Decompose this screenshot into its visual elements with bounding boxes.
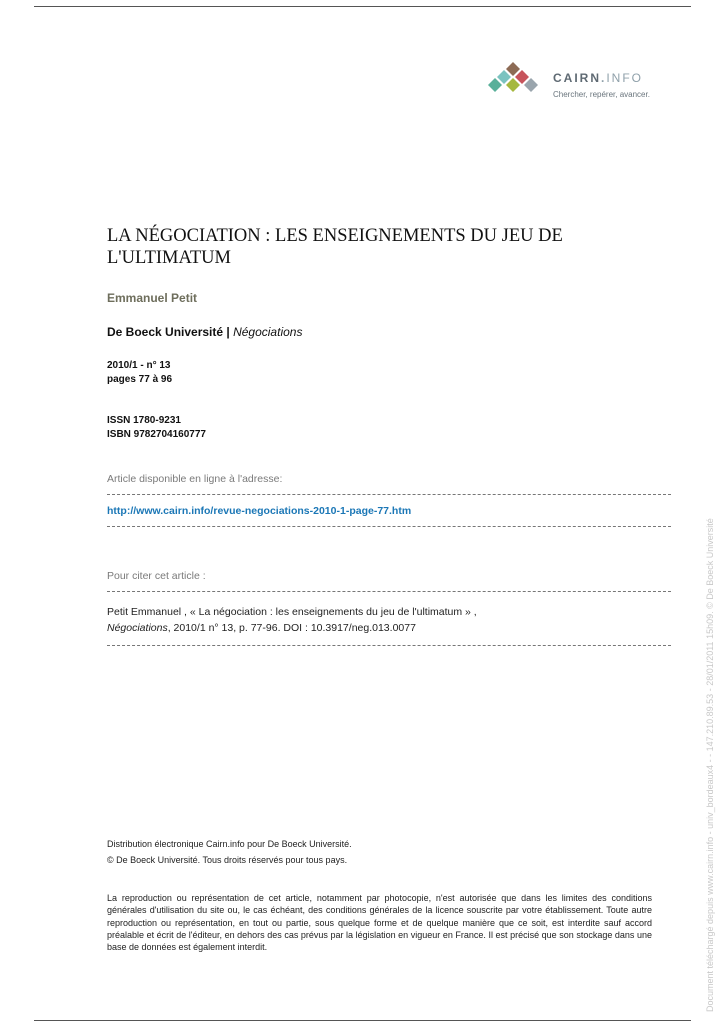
issn: ISSN 1780-9231 xyxy=(107,415,181,426)
top-rule xyxy=(34,6,691,7)
logo-wordmark xyxy=(553,71,643,85)
publisher-name: De Boeck Université | xyxy=(107,325,234,339)
distribution-notice xyxy=(107,836,352,868)
online-label: Article disponible en ligne à l'adresse: xyxy=(107,473,283,485)
bottom-rule xyxy=(34,1020,691,1021)
divider-dashed xyxy=(107,591,671,592)
cairn-logo[interactable] xyxy=(484,62,684,102)
copyright-text: © De Boeck Université. Tous droits réservés pour tous pays. xyxy=(107,855,348,865)
distribution-text: Distribution électronique Cairn.info pour De Boeck Université. xyxy=(107,839,352,849)
citation-line-2 xyxy=(107,620,477,636)
article-title: LA NÉGOCIATION : LES ENSEIGNEMENTS DU JEU DE L'ULTIMATUM xyxy=(107,226,563,268)
page-range: pages 77 à 96 xyxy=(107,374,173,385)
publisher-line xyxy=(107,325,302,339)
divider-dashed xyxy=(107,645,671,646)
logo-word-ext: INFO xyxy=(606,71,644,85)
logo-word-main: CAIRN xyxy=(553,71,601,85)
issue-number: 2010/1 - n° 13 xyxy=(107,360,171,371)
identifiers xyxy=(107,414,206,442)
citation-line-1: Petit Emmanuel , « La négociation : les enseignements du jeu de l'ultimatum » , xyxy=(107,606,477,618)
logo-word-dot: . xyxy=(601,71,607,85)
journal-name: Négociations xyxy=(233,325,303,339)
author-name: Emmanuel Petit xyxy=(107,291,198,305)
divider-dashed xyxy=(107,526,671,527)
article-url-link[interactable]: http://www.cairn.info/revue-negociations-2010-1-page-77.htm xyxy=(107,505,412,517)
logo-tagline: Chercher, repérer, avancer. xyxy=(553,90,650,99)
cite-label: Pour citer cet article : xyxy=(107,570,206,582)
citation-journal: Négociations xyxy=(107,622,168,634)
cairn-diamonds-icon xyxy=(484,62,544,102)
divider-dashed xyxy=(107,494,671,495)
citation-details: , 2010/1 n° 13, p. 77-96. DOI : 10.3917/neg.013.0077 xyxy=(167,622,416,634)
citation-text xyxy=(107,604,477,636)
download-watermark: Document téléchargé depuis www.cairn.info - univ_bordeaux4 - - 147.210.89.53 - 28/01/2011 15h09. © De Boeck Université xyxy=(705,518,715,1012)
isbn: ISBN 9782704160777 xyxy=(107,429,206,440)
issue-info xyxy=(107,359,172,387)
legal-notice: La reproduction ou représentation de cet article, notamment par photocopie, n'est autorisée que dans les limites des conditions générales d'utilisation du site ou, le cas échéant, des conditions générales de la licence souscrite par votre établissement. Toute autre reproduction ou représentation, en tout ou partie, sous quelque forme et de quelque manière que ce soit, est interdite sauf accord préalable et écrit de l'éditeur, en dehors des cas prévus par la législation en vigueur en France. Il est précisé que son stockage dans une base de données est également interdit. xyxy=(107,893,652,953)
